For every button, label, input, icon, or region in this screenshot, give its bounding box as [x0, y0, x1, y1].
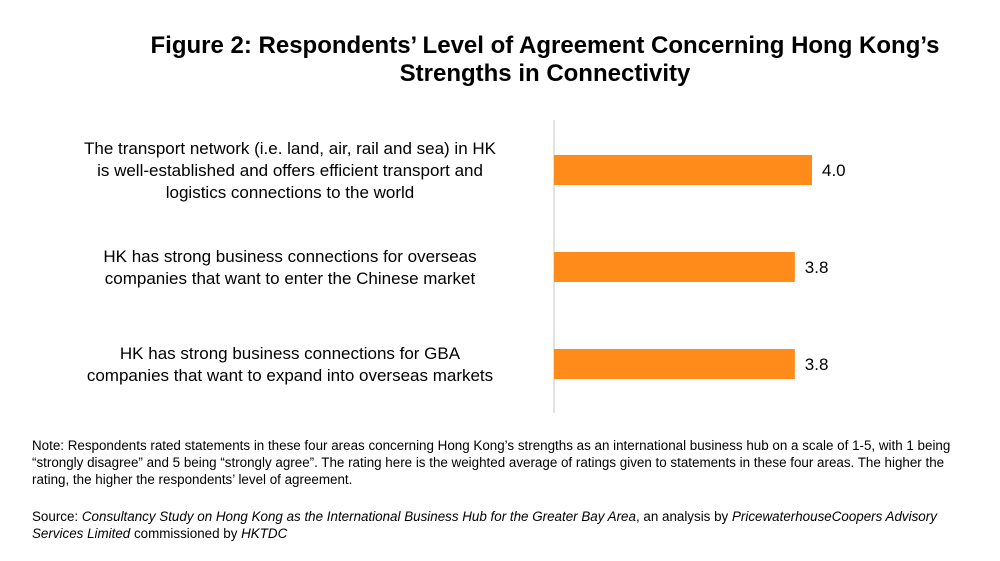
- category-label: The transport network (i.e. land, air, rail and sea) in HK is well-established and offers efficient transport and logistics connections to the world: [84, 139, 496, 202]
- bar-chart: [0, 110, 1000, 420]
- source-client: HKTDC: [241, 526, 288, 541]
- category-label: HK has strong business connections for GBA companies that want to expand into overseas markets: [86, 344, 494, 385]
- data-label: 3.8: [804, 355, 829, 374]
- source-firm: PricewaterhouseCoopers Advisory Services Limited: [32, 509, 937, 541]
- chart-source: [32, 508, 982, 542]
- chart-note: Note: Respondents rated statements in these four areas concerning Hong Kong’s strengths as an international business hub on a scale of 1-5, with 1 being “strongly disagree” and 5 being “strongly agree”. The rating here is the weighted average of ratings given to statements in these four areas. The higher the rating, the higher the respondents’ level of agreement.: [32, 438, 951, 487]
- source-middle: , an analysis by: [635, 509, 732, 524]
- bar: [554, 349, 795, 379]
- chart-title: Figure 2: Respondents’ Level of Agreement Concerning Hong Kong’s Strengths in Connectivity: [150, 32, 940, 87]
- data-label: 3.8: [804, 258, 829, 277]
- category-label: HK has strong business connections for overseas companies that want to enter the Chinese market: [103, 247, 477, 288]
- bar: [554, 252, 795, 282]
- source-prefix: Source:: [32, 509, 82, 524]
- source-study: Consultancy Study on Hong Kong as the International Business Hub for the Greater Bay Area: [81, 509, 636, 524]
- source-commissioned: commissioned by: [130, 526, 242, 541]
- data-label: 4.0: [822, 161, 846, 180]
- bar: [554, 155, 812, 185]
